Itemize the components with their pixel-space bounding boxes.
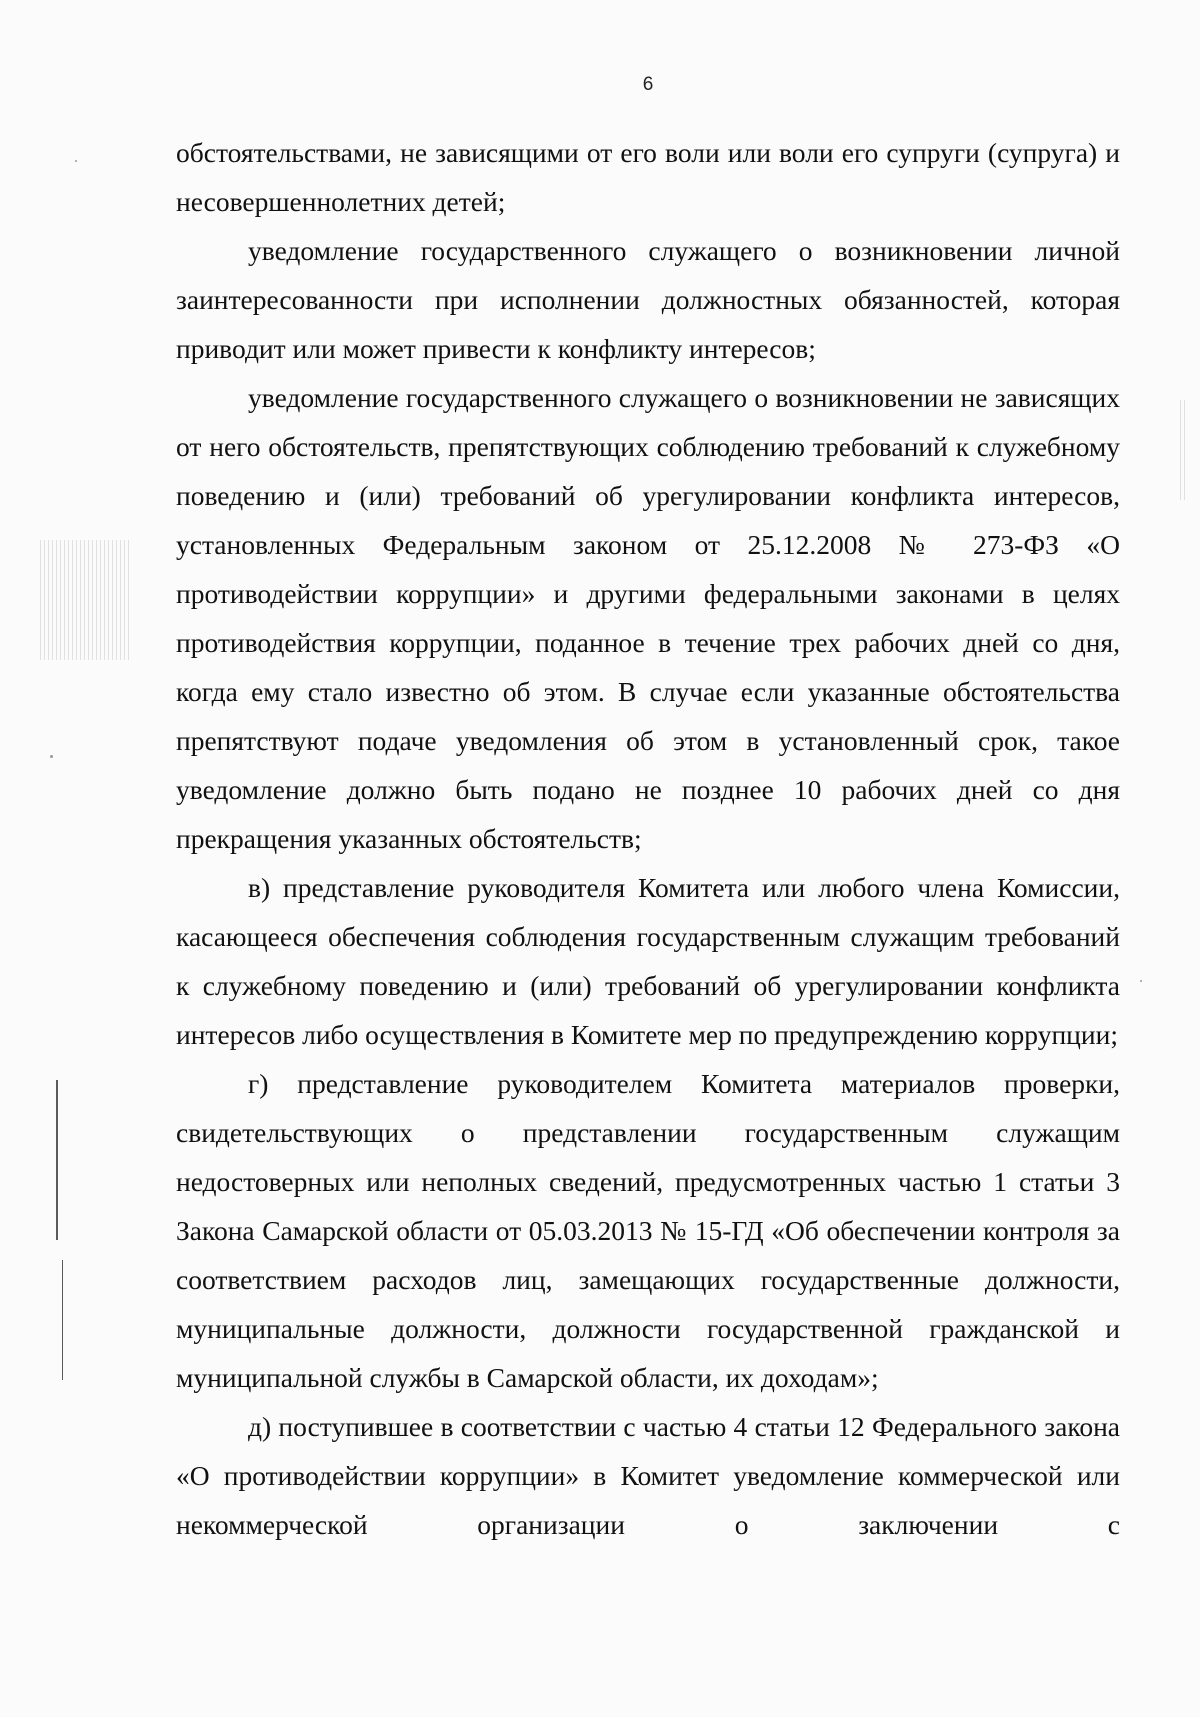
paragraph: г) представление руководителем Комитета материалов проверки, свидетельствующих о представлении государственным служащим недостоверных или неполных сведений, предусмотренных частью 1 статьи 3 Закона Самарской области от 05.03.2013 № 15-ГД «Об обеспечении контроля за соответствием расходов лиц, замещающих государственные должности, муниципальные должности, должности государственной гражданской и муниципальной службы в Самарской области, их доходам»; xyxy=(176,1068,1120,1393)
scan-smudge xyxy=(1180,400,1188,500)
scan-smudge xyxy=(40,540,130,660)
paragraph: обстоятельствами, не зависящими от его воли или воли его супруги (супруга) и несовершеннолетних детей; xyxy=(176,137,1120,217)
paragraph: д) поступившее в соответствии с частью 4 статьи 12 Федерального закона «О противодействии коррупции» в Комитет уведомление коммерческой или некоммерческой организации о заключении с xyxy=(176,1411,1120,1540)
paragraph: уведомление государственного служащего о возникновении личной заинтересованности при исполнении должностных обязанностей, которая приводит или может привести к конфликту интересов; xyxy=(176,235,1120,364)
paragraph: в) представление руководителя Комитета или любого члена Комиссии, касающееся обеспечения соблюдения государственным служащим требований к служебному поведению и (или) требований об урегулировании конфликта интересов либо осуществления в Комитете мер по предупреждению коррупции; xyxy=(176,872,1120,1050)
paragraph: уведомление государственного служащего о возникновении не зависящих от него обстоятельств, препятствующих соблюдению требований к служебному поведению и (или) требований об урегулировании конфликта интересов, установленных Федеральным законом от 25.12.2008 № 273-ФЗ «О противодействии коррупции» и другими федеральными законами в целях противодействия коррупции, поданное в течение трех рабочих дней со дня, когда ему стало известно об этом. В случае если указанные обстоятельства препятствуют подаче уведомления об этом в установленный срок, такое уведомление должно быть подано не позднее 10 рабочих дней со дня прекращения указанных обстоятельств; xyxy=(176,382,1120,854)
scan-speck xyxy=(75,160,77,162)
body-text xyxy=(176,128,1120,1549)
scan-speck xyxy=(1140,980,1142,982)
scan-speck xyxy=(50,755,53,758)
page-number: 6 xyxy=(642,74,654,95)
scan-edge-mark xyxy=(56,1080,58,1240)
scan-edge-mark xyxy=(62,1260,63,1380)
